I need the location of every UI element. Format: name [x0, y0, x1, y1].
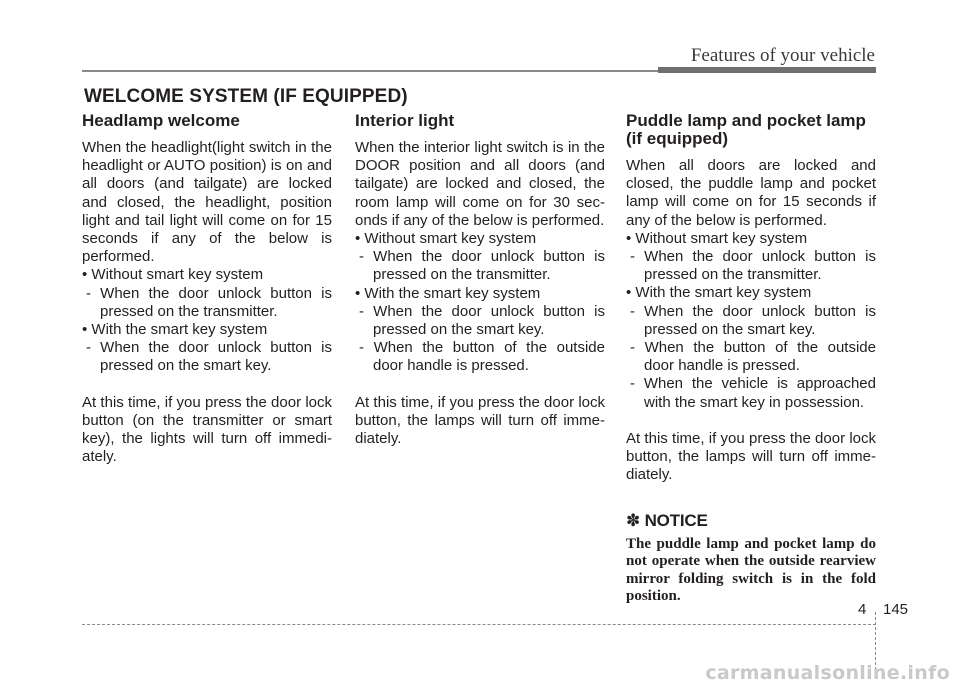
dash-item: - When the door unlock button is pressed on the smart key.	[359, 302, 605, 339]
dash-item: - When the door unlock button is pressed on the transmitter.	[359, 248, 605, 284]
paragraph-closing: At this time, if you press the door lock button, the lamps will turn off imme-diately.	[626, 429, 876, 484]
watermark-text: carmanualsonline.info	[705, 662, 950, 684]
column-headlamp-welcome	[82, 112, 332, 466]
footer-rule	[82, 624, 876, 625]
paragraph-intro: When the interior light switch is in the DOOR position and all doors (and tailgate) are locked and closed, the room lamp will come on for 30 sec-onds if any of the below is performed.	[355, 139, 605, 229]
dash-item: - When the button of the outside door handle is pressed.	[630, 339, 876, 375]
bullet-item: • Without smart key system	[82, 266, 264, 284]
bullet-item: • With the smart key system	[82, 321, 268, 339]
paragraph-intro: When all doors are locked and closed, the puddle lamp and pocket lamp will come on for 15 seconds if any of the below is performed.	[626, 157, 876, 229]
dash-item: - When the door unlock button is pressed on the smart key.	[86, 339, 332, 375]
paragraph-closing: At this time, if you press the door lock button (on the transmitter or smart key), the lights will turn off immedi-ately.	[82, 393, 332, 466]
paragraph-closing: At this time, if you press the door lock button, the lamps will turn off imme-diately.	[355, 393, 605, 448]
page-number: 145	[883, 601, 909, 618]
column-interior-light	[355, 112, 605, 448]
paragraph-intro: When the headlight(light switch in the headlight or AUTO position) is on and all doors (and tailgate) are locked and closed, the headlight, position light and tail light will come on for 15 seconds if any of the below is performed.	[82, 139, 332, 266]
bullet-item: • With the smart key system	[626, 284, 812, 302]
bullet-item: • Without smart key system	[626, 229, 808, 247]
dash-item: - When the vehicle is approached with the smart key in possession.	[630, 375, 876, 411]
header-rule-thick	[658, 67, 876, 73]
header-rule-thin	[82, 70, 660, 72]
bullet-item: • With the smart key system	[355, 284, 541, 302]
dash-item: - When the door unlock button is pressed on the smart key.	[630, 302, 876, 338]
chapter-number: 4	[858, 601, 867, 618]
subsection-heading: Interior light	[355, 111, 455, 130]
column-puddle-lamp	[626, 112, 876, 606]
notice-title: ✽ NOTICE	[626, 511, 708, 531]
dash-item: - When the door unlock button is pressed on the transmitter.	[630, 248, 876, 284]
running-header-title: Features of your vehicle	[690, 45, 875, 66]
subsection-heading: Puddle lamp and pocket lamp (if equipped)	[626, 111, 866, 148]
bullet-item: • Without smart key system	[355, 230, 537, 248]
notice-body: The puddle lamp and pocket lamp do not operate when the outside rearview mirror folding switch is in the fold position.	[626, 535, 876, 605]
dash-item: - When the door unlock button is pressed on the transmitter.	[86, 284, 332, 320]
section-title: WELCOME SYSTEM (IF EQUIPPED)	[84, 86, 408, 107]
dash-item: - When the button of the outside door handle is pressed.	[359, 339, 605, 375]
subsection-heading: Headlamp welcome	[82, 111, 240, 130]
